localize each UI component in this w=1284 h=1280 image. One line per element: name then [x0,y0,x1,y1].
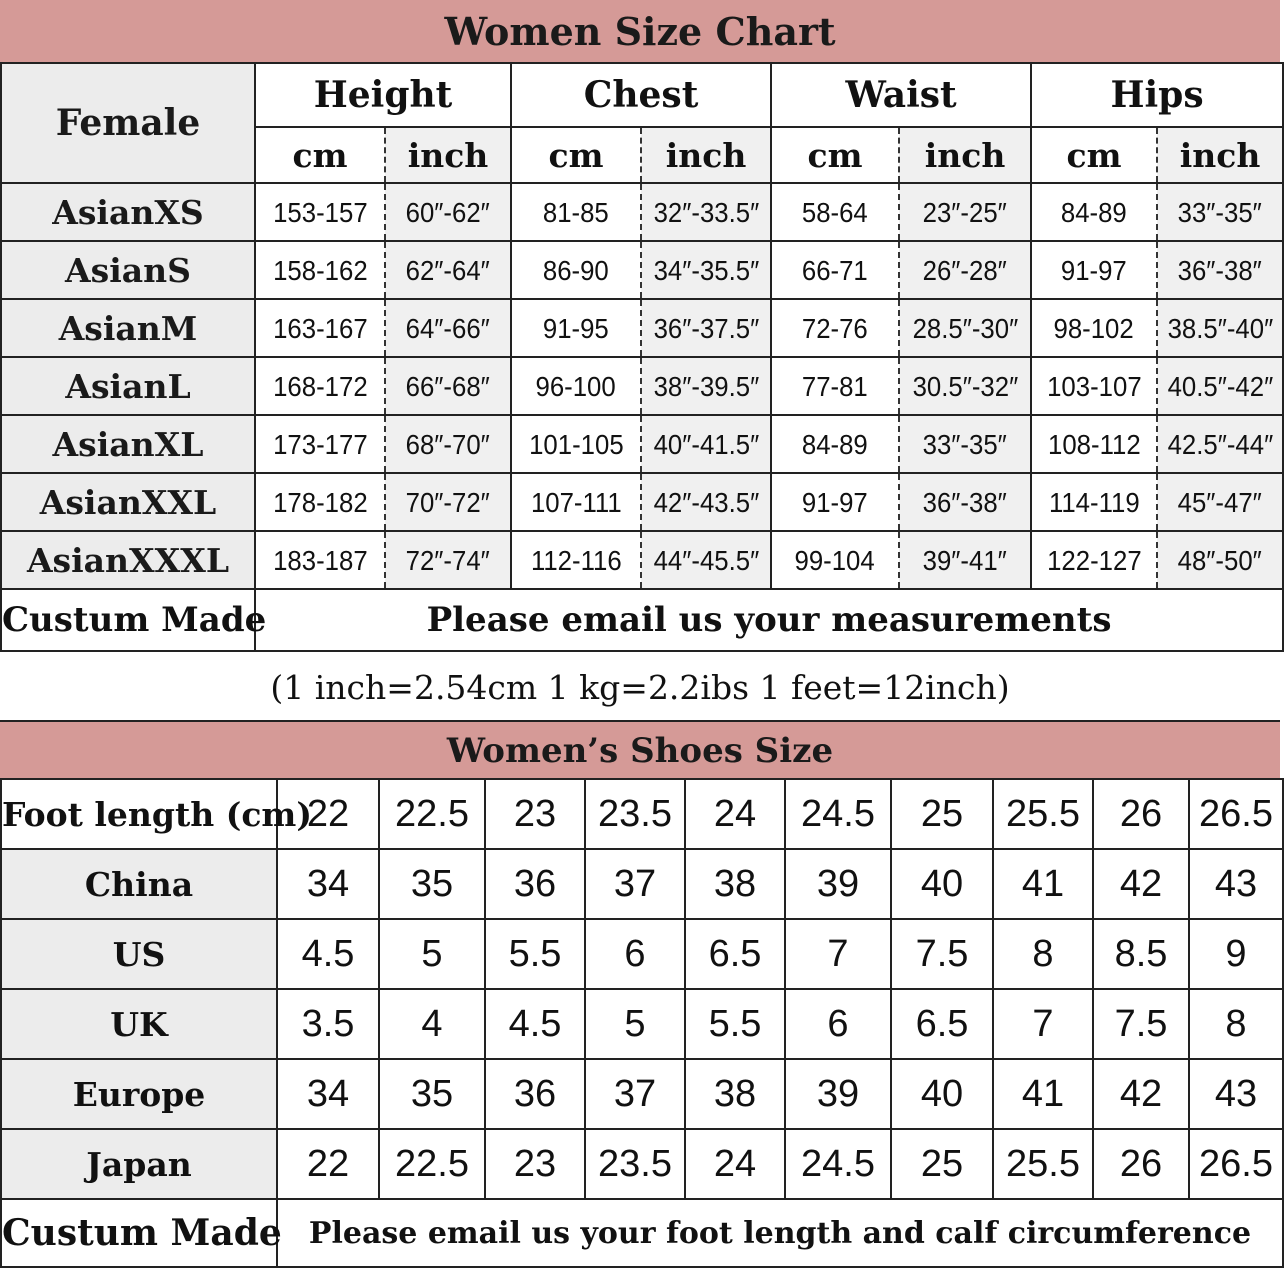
measurement-value: 38.5″-40″ [1167,313,1273,344]
size-row [1,473,1283,531]
shoe-size-value: 22.5 [379,779,485,849]
inch-value-cell [1157,183,1283,241]
cm-value-cell [255,299,385,357]
shoe-row-label: Japan [1,1129,277,1199]
size-label: AsianM [1,299,255,357]
measurement-value: 84-89 [1061,197,1127,228]
shoe-size-value: 35 [379,1059,485,1129]
cm-value-cell [771,241,899,299]
inch-value-cell [899,531,1031,589]
measurement-value: 103-107 [1046,371,1142,402]
measurement-value: 42.5″-44″ [1167,429,1273,460]
measurement-value: 40″-41.5″ [653,429,759,460]
shoe-size-value: 7.5 [1093,989,1189,1059]
shoe-size-value: 40 [891,849,993,919]
inch-value-cell [899,183,1031,241]
hips-cm-header: cm [1031,127,1157,183]
shoe-row [1,989,1283,1059]
shoe-size-value: 7.5 [891,919,993,989]
shoe-row-label: US [1,919,277,989]
measurement-value: 91-95 [543,313,609,344]
shoe-size-value: 24.5 [785,779,891,849]
measurement-value: 40.5″-42″ [1167,371,1273,402]
measurement-value: 178-182 [272,487,368,518]
measurement-value: 66″-68″ [405,371,491,402]
inch-value-cell [1157,357,1283,415]
shoe-size-value: 24.5 [785,1129,891,1199]
measurement-value: 98-102 [1053,313,1135,344]
shoe-size-value: 6.5 [891,989,993,1059]
measurement-value: 72″-74″ [405,545,491,576]
cm-value-cell [1031,415,1157,473]
shoe-custom-made-row [1,1199,1283,1267]
cm-value-cell [511,531,641,589]
shoe-size-value: 5 [585,989,685,1059]
shoe-size-value: 8 [1189,989,1283,1059]
conversion-note: (1 inch=2.54cm 1 kg=2.2ibs 1 feet=12inch) [270,667,1010,707]
shoe-row [1,849,1283,919]
shoe-size-value: 25 [891,779,993,849]
shoe-size-value: 41 [993,849,1093,919]
shoe-size-value: 34 [277,1059,379,1129]
inch-value-cell [385,415,511,473]
measurement-value: 101-105 [528,429,624,460]
shoe-size-table [0,778,1284,1268]
waist-inch-header: inch [899,127,1031,183]
inch-value-cell [641,241,771,299]
cm-value-cell [1031,183,1157,241]
chest-cm-header: cm [511,127,641,183]
inch-value-cell [641,531,771,589]
measurement-value: 91-97 [802,487,868,518]
cm-value-cell [1031,473,1157,531]
cm-value-cell [771,415,899,473]
inch-value-cell [899,299,1031,357]
measurement-value: 112-116 [530,545,622,576]
height-cm-header: cm [255,127,385,183]
inch-value-cell [641,415,771,473]
shoe-size-value: 8 [993,919,1093,989]
measurement-value: 91-97 [1061,255,1127,286]
measurement-value: 45″-47″ [1177,487,1263,518]
measurement-value: 39″-41″ [922,545,1008,576]
chest-inch-header: inch [641,127,771,183]
measurement-value: 38″-39.5″ [653,371,759,402]
shoe-row-label: Foot length (cm) [1,779,277,849]
size-row [1,241,1283,299]
shoe-size-value: 5 [379,919,485,989]
cm-value-cell [1031,357,1157,415]
waist-header: Waist [771,63,1031,127]
shoe-size-value: 43 [1189,849,1283,919]
measurement-value: 66-71 [802,255,868,286]
size-row [1,357,1283,415]
shoe-size-value: 26 [1093,779,1189,849]
shoe-size-value: 43 [1189,1059,1283,1129]
custom-made-label: Custum Made [1,589,255,651]
size-label: AsianS [1,241,255,299]
size-row [1,531,1283,589]
shoe-size-value: 41 [993,1059,1093,1129]
shoe-size-value: 35 [379,849,485,919]
measurement-value: 108-112 [1047,429,1141,460]
cm-value-cell [771,183,899,241]
inch-value-cell [1157,473,1283,531]
custom-made-text: Please email us your measurements [255,589,1283,651]
shoe-size-value: 23.5 [585,779,685,849]
shoe-row [1,1059,1283,1129]
cm-value-cell [255,183,385,241]
cm-value-cell [1031,299,1157,357]
shoe-size-value: 4.5 [277,919,379,989]
shoe-size-value: 4.5 [485,989,585,1059]
hips-header: Hips [1031,63,1283,127]
measurement-value: 163-167 [272,313,368,344]
measurement-value: 183-187 [272,545,368,576]
inch-value-cell [899,241,1031,299]
inch-value-cell [1157,531,1283,589]
measurement-value: 36″-38″ [1177,255,1263,286]
shoe-size-value: 8.5 [1093,919,1189,989]
measurement-value: 99-104 [794,545,876,576]
cm-value-cell [255,415,385,473]
inch-value-cell [641,299,771,357]
shoe-size-value: 3.5 [277,989,379,1059]
measurement-value: 58-64 [802,197,868,228]
height-header: Height [255,63,511,127]
inch-value-cell [385,241,511,299]
size-row [1,299,1283,357]
inch-value-cell [641,183,771,241]
shoe-size-value: 9 [1189,919,1283,989]
inch-value-cell [899,415,1031,473]
size-label: AsianXXXL [1,531,255,589]
cm-value-cell [511,357,641,415]
shoe-size-value: 26 [1093,1129,1189,1199]
inch-value-cell [385,357,511,415]
shoe-row-label: Europe [1,1059,277,1129]
shoe-size-value: 23 [485,779,585,849]
inch-value-cell [1157,415,1283,473]
shoe-size-value: 36 [485,849,585,919]
shoe-size-value: 37 [585,1059,685,1129]
measurement-value: 70″-72″ [405,487,491,518]
cm-value-cell [771,531,899,589]
measurement-value: 36″-37.5″ [653,313,759,344]
measurement-value: 158-162 [272,255,368,286]
measurement-value: 68″-70″ [405,429,491,460]
measurement-value: 32″-33.5″ [653,197,759,228]
size-label: AsianXS [1,183,255,241]
shoe-size-value: 6.5 [685,919,785,989]
measurement-value: 28.5″-30″ [912,313,1018,344]
shoe-row [1,919,1283,989]
shoe-size-value: 38 [685,1059,785,1129]
measurement-value: 86-90 [543,255,609,286]
cm-value-cell [255,357,385,415]
measurement-value: 107-111 [530,487,622,518]
shoe-row [1,779,1283,849]
shoe-size-value: 39 [785,1059,891,1129]
measurement-value: 26″-28″ [922,255,1008,286]
measurement-value: 33″-35″ [1177,197,1263,228]
measurement-value: 84-89 [802,429,868,460]
cm-value-cell [511,183,641,241]
shoe-size-value: 39 [785,849,891,919]
shoe-custom-made-label: Custum Made [1,1199,277,1267]
measurement-value: 72-76 [802,313,868,344]
shoe-size-value: 22 [277,779,379,849]
cm-value-cell [1031,241,1157,299]
shoe-size-value: 23.5 [585,1129,685,1199]
shoe-size-value: 24 [685,1129,785,1199]
shoe-size-value: 36 [485,1059,585,1129]
women-size-table [0,62,1284,652]
shoe-size-value: 40 [891,1059,993,1129]
size-row [1,415,1283,473]
shoe-custom-made-text: Please email us your foot length and calf circumference [277,1199,1283,1267]
shoe-size-value: 26.5 [1189,1129,1283,1199]
inch-value-cell [385,531,511,589]
shoe-size-value: 7 [993,989,1093,1059]
size-label: AsianXXL [1,473,255,531]
measurement-value: 44″-45.5″ [653,545,759,576]
measurement-value: 64″-66″ [405,313,491,344]
cm-value-cell [771,357,899,415]
measurement-value: 77-81 [802,371,868,402]
chest-header: Chest [511,63,771,127]
inch-value-cell [641,473,771,531]
measurement-value: 23″-25″ [922,197,1008,228]
measurement-value: 173-177 [272,429,368,460]
shoe-chart-title: Women’s Shoes Size [0,720,1280,780]
size-label: AsianL [1,357,255,415]
cm-value-cell [255,241,385,299]
measurement-value: 30.5″-32″ [912,371,1018,402]
shoe-size-value: 6 [785,989,891,1059]
shoe-size-value: 24 [685,779,785,849]
measurement-value: 60″-62″ [405,197,491,228]
shoe-size-value: 7 [785,919,891,989]
inch-value-cell [899,473,1031,531]
measurement-value: 114-119 [1048,487,1140,518]
shoe-size-value: 38 [685,849,785,919]
measurement-value: 36″-38″ [922,487,1008,518]
cm-value-cell [511,415,641,473]
cm-value-cell [511,299,641,357]
inch-value-cell [385,473,511,531]
female-header: Female [1,63,255,183]
inch-value-cell [385,183,511,241]
shoe-row-label: UK [1,989,277,1059]
measurement-value: 48″-50″ [1177,545,1263,576]
measurement-value: 96-100 [535,371,617,402]
shoe-size-value: 6 [585,919,685,989]
shoe-size-value: 4 [379,989,485,1059]
shoe-size-value: 25.5 [993,1129,1093,1199]
waist-cm-header: cm [771,127,899,183]
shoe-size-value: 22.5 [379,1129,485,1199]
shoe-size-value: 22 [277,1129,379,1199]
cm-value-cell [255,473,385,531]
cm-value-cell [771,299,899,357]
shoe-size-value: 37 [585,849,685,919]
shoe-size-value: 5.5 [685,989,785,1059]
measurement-value: 33″-35″ [922,429,1008,460]
measurement-value: 122-127 [1046,545,1142,576]
measurement-value: 62″-64″ [405,255,491,286]
inch-value-cell [1157,299,1283,357]
measurement-value: 34″-35.5″ [653,255,759,286]
inch-value-cell [899,357,1031,415]
shoe-size-value: 25 [891,1129,993,1199]
shoe-size-value: 42 [1093,849,1189,919]
custom-made-row [1,589,1283,651]
size-chart-title: Women Size Chart [0,0,1280,62]
inch-value-cell [385,299,511,357]
inch-value-cell [1157,241,1283,299]
shoe-size-value: 26.5 [1189,779,1283,849]
shoe-size-value: 34 [277,849,379,919]
shoe-size-value: 23 [485,1129,585,1199]
cm-value-cell [511,473,641,531]
cm-value-cell [771,473,899,531]
measurement-value: 81-85 [543,197,609,228]
size-row [1,183,1283,241]
shoe-row [1,1129,1283,1199]
height-inch-header: inch [385,127,511,183]
hips-inch-header: inch [1157,127,1283,183]
measurement-value: 42″-43.5″ [653,487,759,518]
size-label: AsianXL [1,415,255,473]
cm-value-cell [1031,531,1157,589]
measurement-value: 168-172 [272,371,368,402]
cm-value-cell [511,241,641,299]
shoe-size-value: 42 [1093,1059,1189,1129]
shoe-row-label: China [1,849,277,919]
measurement-value: 153-157 [272,197,368,228]
shoe-size-value: 5.5 [485,919,585,989]
inch-value-cell [641,357,771,415]
shoe-size-value: 25.5 [993,779,1093,849]
cm-value-cell [255,531,385,589]
